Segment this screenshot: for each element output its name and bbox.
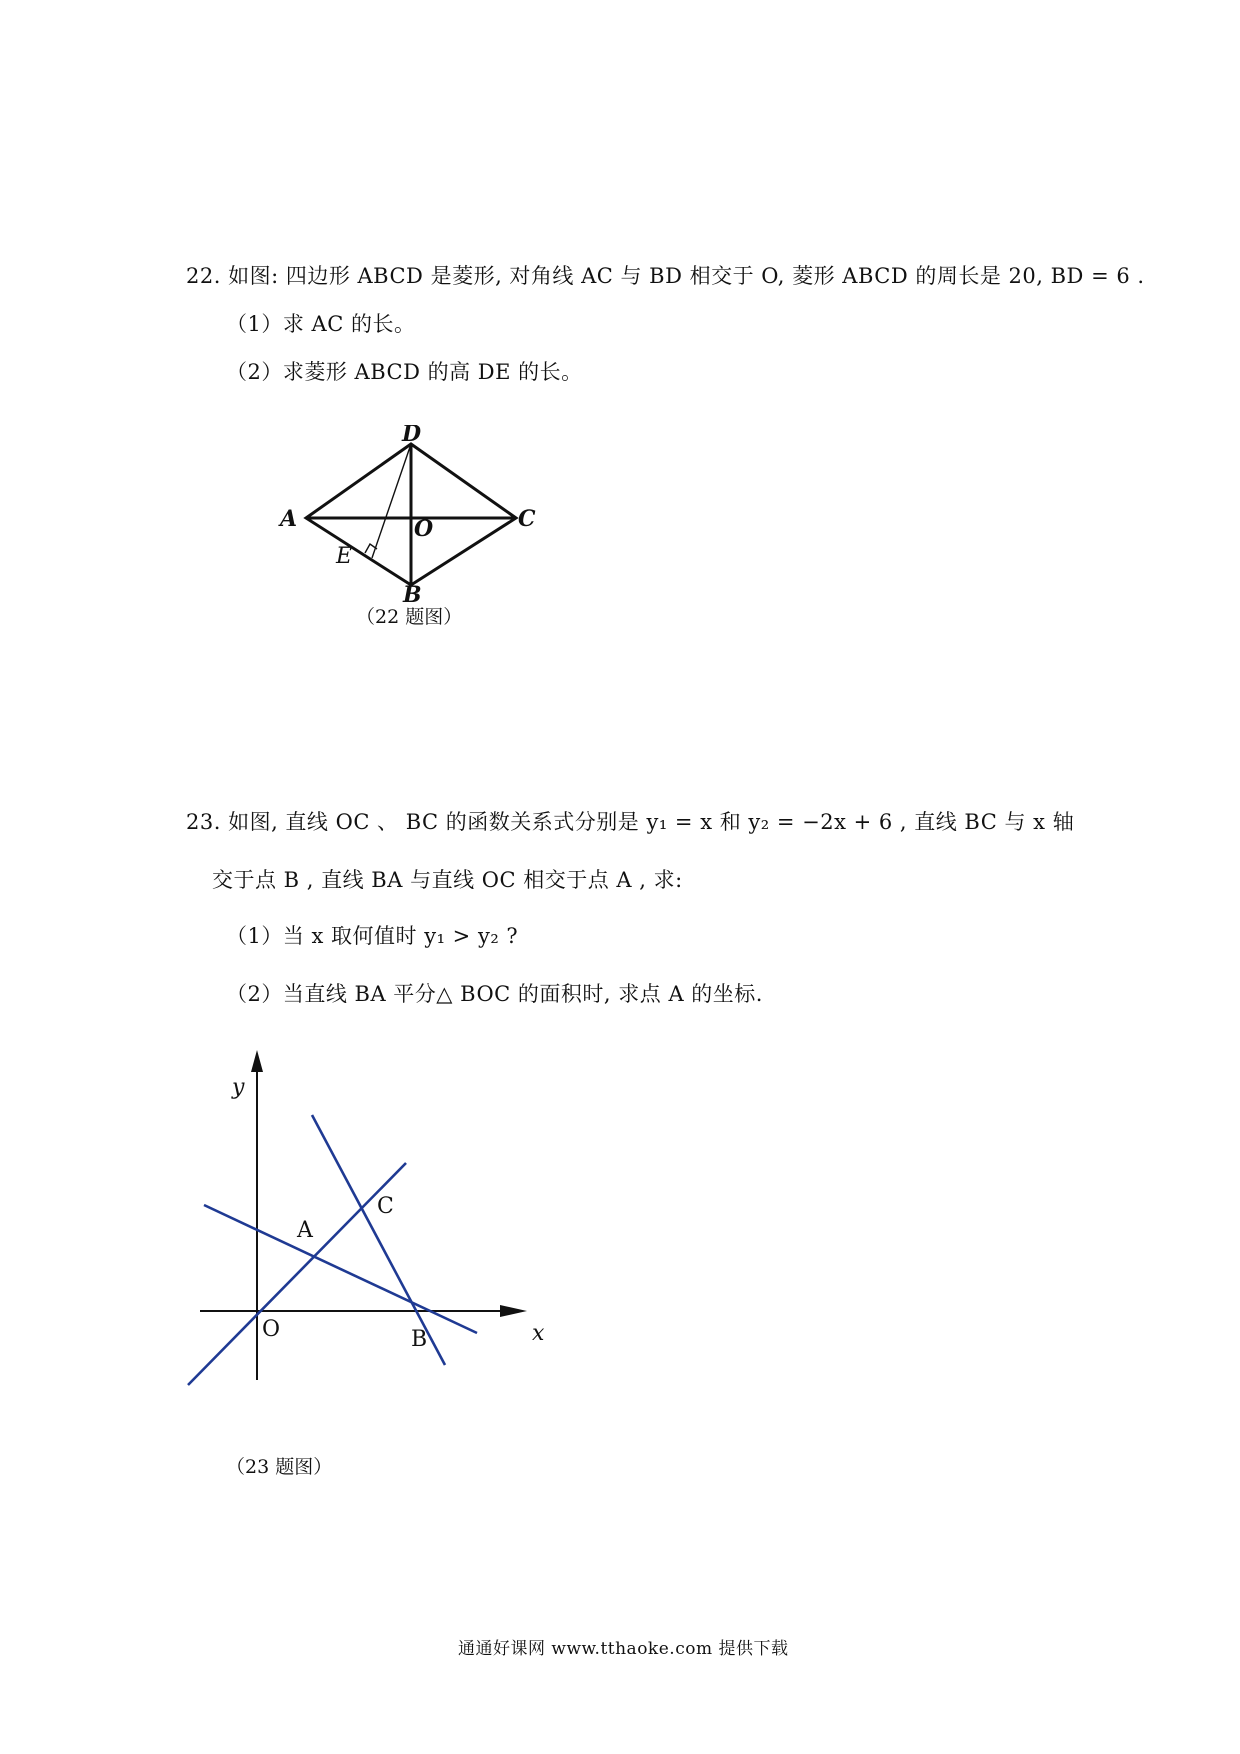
label-b: B xyxy=(403,582,422,605)
q22-rhombus-figure xyxy=(270,425,560,605)
label-a: A xyxy=(280,506,298,532)
q23-graph-figure xyxy=(180,1040,560,1410)
right-angle-mark xyxy=(365,544,377,553)
label-b-point: B xyxy=(411,1327,428,1352)
label-y: y xyxy=(232,1075,245,1100)
label-d: D xyxy=(402,425,422,447)
q23-stem-line2: 交于点 B , 直线 BA 与直线 OC 相交于点 A , 求: xyxy=(212,868,683,892)
q23-caption: （23 题图） xyxy=(226,1456,333,1478)
page-footer: 通通好课网 www.tthaoke.com 提供下载 xyxy=(458,1639,789,1659)
label-o-origin: O xyxy=(262,1317,281,1342)
q22-part2: （2）求菱形 ABCD 的高 DE 的长。 xyxy=(226,360,583,384)
q22-part1: （1）求 AC 的长。 xyxy=(226,312,416,336)
label-c: C xyxy=(518,506,536,532)
label-a-point: A xyxy=(297,1218,313,1243)
line-oc xyxy=(188,1163,406,1385)
q23-stem-line1: 23. 如图, 直线 OC 、 BC 的函数关系式分别是 y₁ = x 和 y₂ = −2x + 6 , 直线 BC 与 x 轴 xyxy=(186,810,1075,834)
label-c-point: C xyxy=(377,1194,394,1219)
altitude-de xyxy=(372,444,411,558)
label-o: O xyxy=(414,516,434,542)
q23-part2: （2）当直线 BA 平分△ BOC 的面积时, 求点 A 的坐标. xyxy=(226,982,763,1006)
line-ba xyxy=(204,1205,477,1333)
x-axis-arrow-icon xyxy=(500,1305,527,1317)
q23-part1: （1）当 x 取何值时 y₁ > y₂ ? xyxy=(226,924,519,948)
q22-caption: （22 题图） xyxy=(356,606,463,628)
y-axis-arrow-icon xyxy=(251,1050,263,1072)
label-e: E xyxy=(336,544,353,569)
q22-stem: 22. 如图: 四边形 ABCD 是菱形, 对角线 AC 与 BD 相交于 O, 菱形 ABCD 的周长是 20, BD = 6 . xyxy=(186,264,1145,288)
label-x: x xyxy=(532,1321,545,1346)
